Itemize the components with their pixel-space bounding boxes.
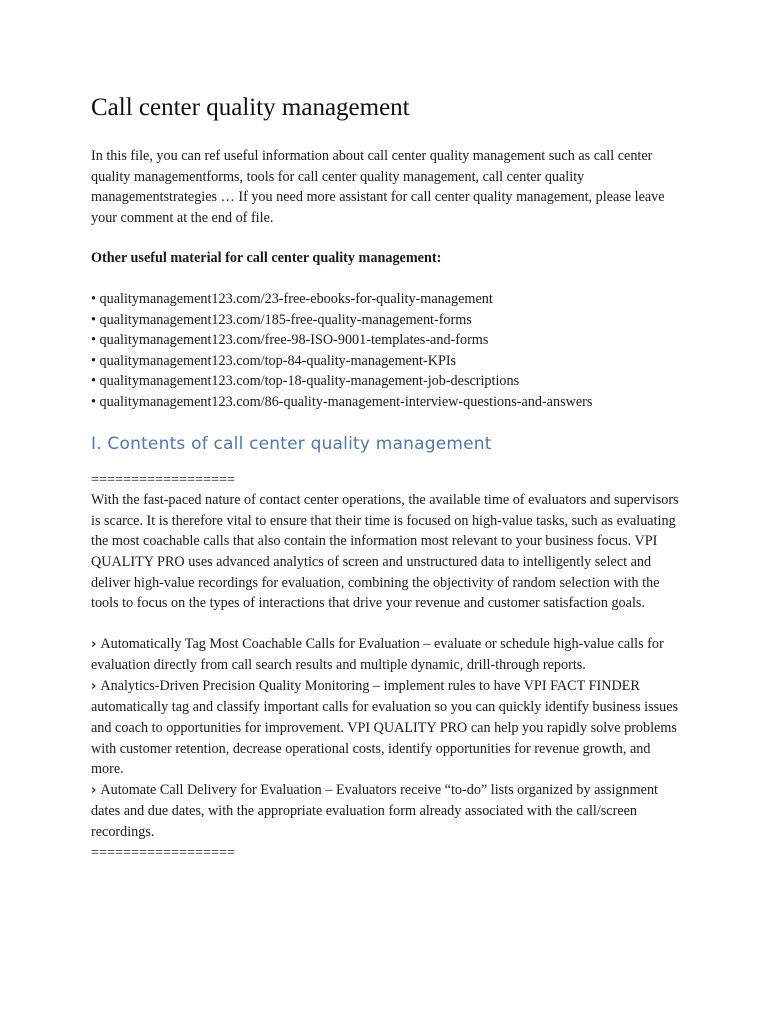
feature-item [91,676,683,780]
chevron-right-icon: › [91,636,97,652]
material-link[interactable]: • qualitymanagement123.com/top-84-quality-management-KPIs [91,352,457,369]
feature-text: Automate Call Delivery for Evaluation – Evaluators receive “to-do” lists organized by assignment dates and due dates, with the appropriate evaluation form already associated with the call/screen recordings. [91,781,658,841]
material-link-list [91,289,683,413]
feature-item [91,634,683,676]
other-material-heading: Other useful material for call center quality management: [91,250,442,267]
section-heading: I. Contents of call center quality management [91,433,492,454]
separator-line: ================== [91,471,236,488]
feature-list [91,634,683,843]
material-link[interactable]: • qualitymanagement123.com/185-free-quality-management-forms [91,311,472,328]
material-link[interactable]: • qualitymanagement123.com/23-free-ebooks-for-quality-management [91,290,493,307]
body-paragraph: With the fast-paced nature of contact center operations, the available time of evaluators and supervisors is scarce. It is therefore vital to ensure that their time is focused on high-value tasks, such as evaluating the most coachable calls that also contain the information most relevant to your business focus. VPI QUALITY PRO uses advanced analytics of screen and unstructured data to intelligently select and deliver high-value recordings for evaluation, combining the objectivity of random selection with the tools to focus on the types of interactions that drive your revenue and customer satisfaction goals. [91,492,679,612]
separator-line-end: ================== [91,844,236,861]
chevron-right-icon: › [91,782,97,798]
chevron-right-icon: › [91,678,97,694]
material-link[interactable]: • qualitymanagement123.com/86-quality-management-interview-questions-and-answers [91,393,593,410]
material-link[interactable]: • qualitymanagement123.com/top-18-quality-management-job-descriptions [91,373,520,390]
feature-text: Analytics-Driven Precision Quality Monitoring – implement rules to have VPI FACT FINDER automatically tag and classify important calls for evaluation so you can quickly identify business issues and coach to opportunities for improvement. VPI QUALITY PRO can help you rapidly solve problems with customer retention, decrease operational costs, identify opportunities for revenue growth, and more. [91,677,679,778]
intro-paragraph: In this file, you can ref useful information about call center quality management such as call center quality managementforms, tools for call center quality management, call center quality managementstrategies … If you need more assistant for call center quality management, please leave your comment at the end of file. [91,148,665,226]
document-page [91,92,683,863]
feature-text: Automatically Tag Most Coachable Calls for Evaluation – evaluate or schedule high-value calls for evaluation directly from call search results and multiple dynamic, drill-through reports. [91,635,664,674]
feature-item [91,780,683,843]
document-title: Call center quality management [91,94,410,121]
material-link[interactable]: • qualitymanagement123.com/free-98-ISO-9001-templates-and-forms [91,332,489,349]
